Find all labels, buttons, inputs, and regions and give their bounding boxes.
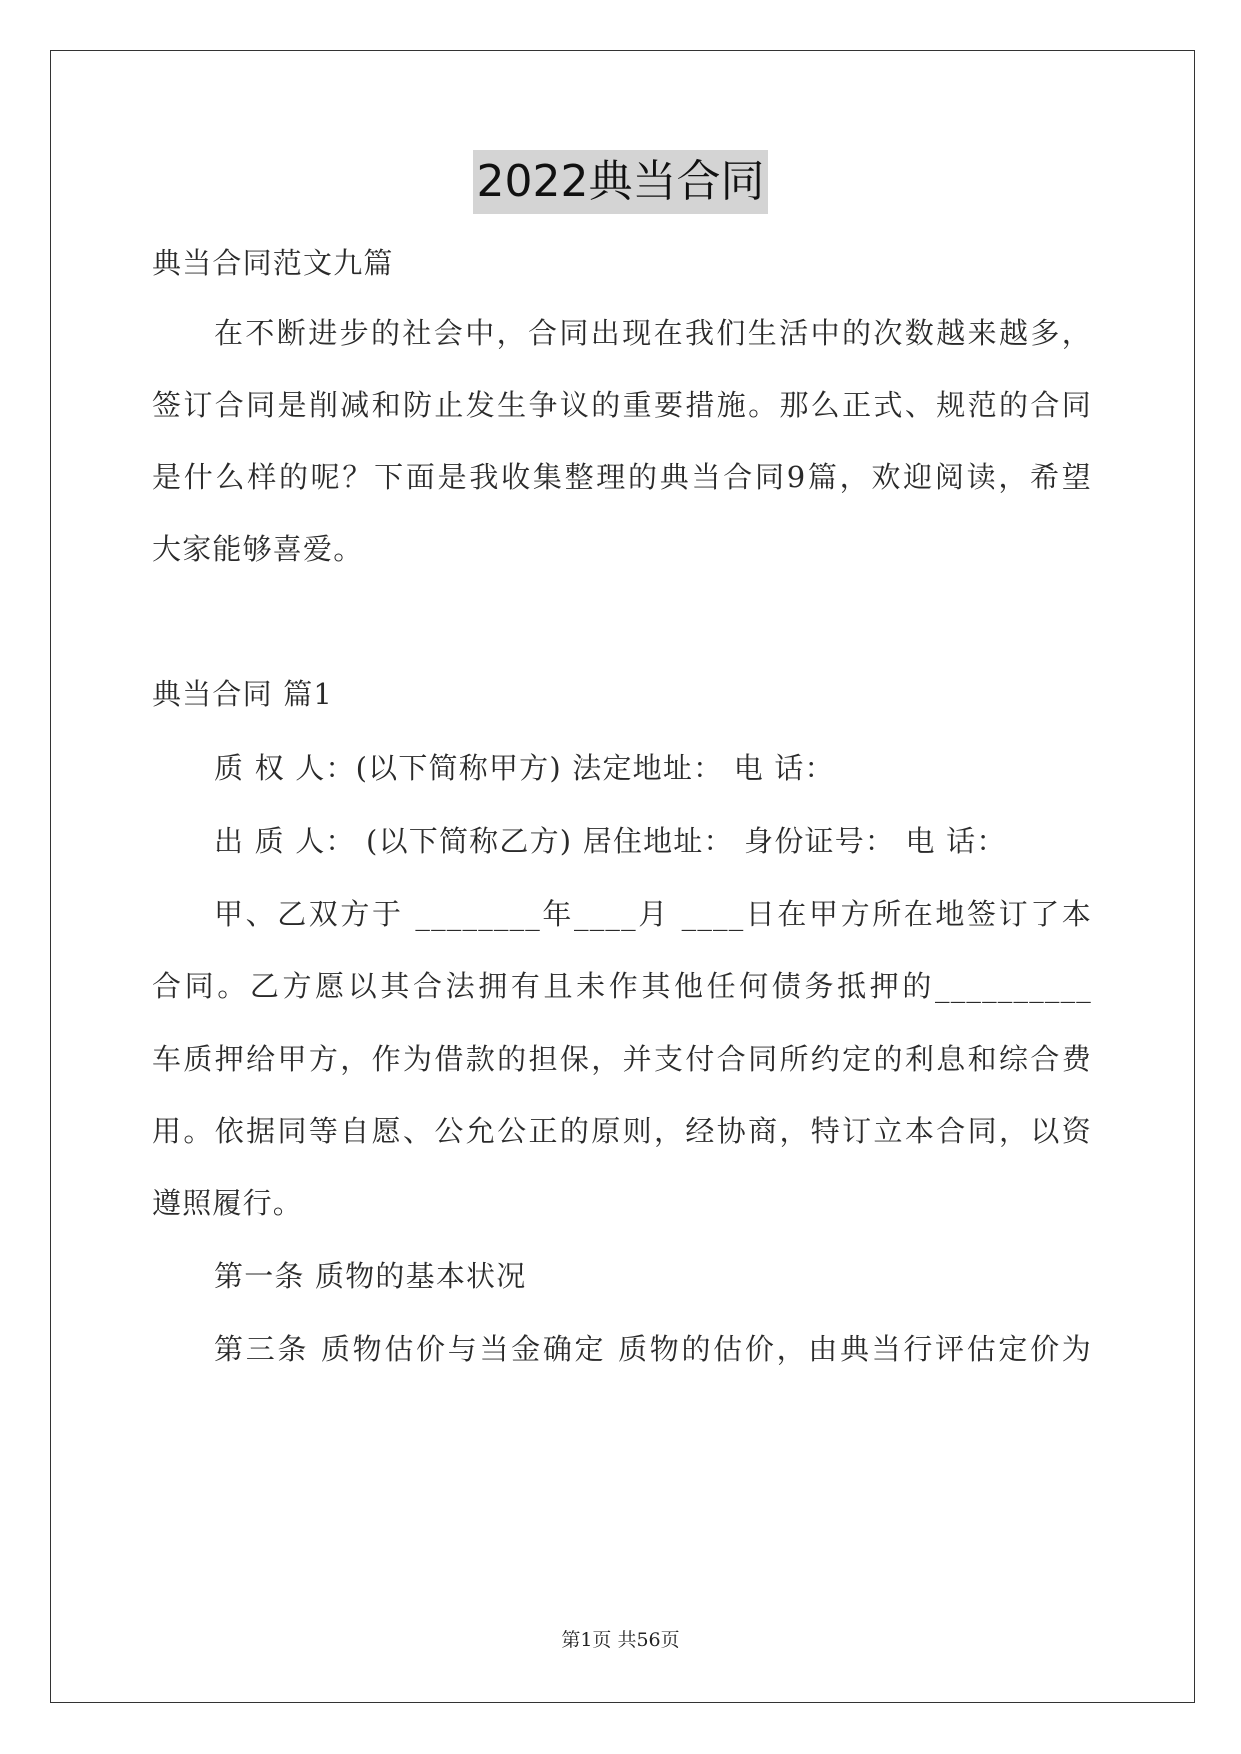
- document-subtitle: 典当合同范文九篇: [152, 246, 394, 280]
- agreement-line-1: 甲、乙双方于 ________年____月 ____日在甲方所在地签订了本: [214, 897, 1092, 931]
- document-title: 2022典当合同: [473, 150, 769, 214]
- agreement-line-5: 遵照履行。: [152, 1186, 304, 1220]
- title-container: [0, 150, 1241, 214]
- article-1: 第一条 质物的基本状况: [214, 1259, 527, 1293]
- intro-line-2: 签订合同是削减和防止发生争议的重要措施。那么正式、规范的合同: [152, 388, 1092, 422]
- page-border: [50, 50, 1195, 1703]
- section-heading: 典当合同 篇1: [152, 677, 334, 711]
- agreement-line-4: 用。依据同等自愿、公允公正的原则，经协商，特订立本合同，以资: [152, 1114, 1092, 1148]
- intro-line-4: 大家能够喜爱。: [152, 532, 364, 566]
- page-footer: 第1页 共56页: [561, 1629, 680, 1651]
- intro-line-1: 在不断进步的社会中，合同出现在我们生活中的次数越来越多，: [214, 316, 1092, 350]
- agreement-line-2: 合同。乙方愿以其合法拥有且未作其他任何债务抵押的__________: [152, 969, 1092, 1003]
- article-3: 第三条 质物估价与当金确定 质物的估价，由典当行评估定价为: [214, 1332, 1092, 1366]
- party-a-line: 质 权 人：(以下简称甲方) 法定地址： 电 话：: [214, 751, 835, 785]
- party-b-line: 出 质 人： (以下简称乙方) 居住地址： 身份证号： 电 话：: [214, 824, 1007, 858]
- intro-line-3: 是什么样的呢？下面是我收集整理的典当合同9篇，欢迎阅读，希望: [152, 460, 1092, 494]
- agreement-line-3: 车质押给甲方，作为借款的担保，并支付合同所约定的利息和综合费: [152, 1042, 1092, 1076]
